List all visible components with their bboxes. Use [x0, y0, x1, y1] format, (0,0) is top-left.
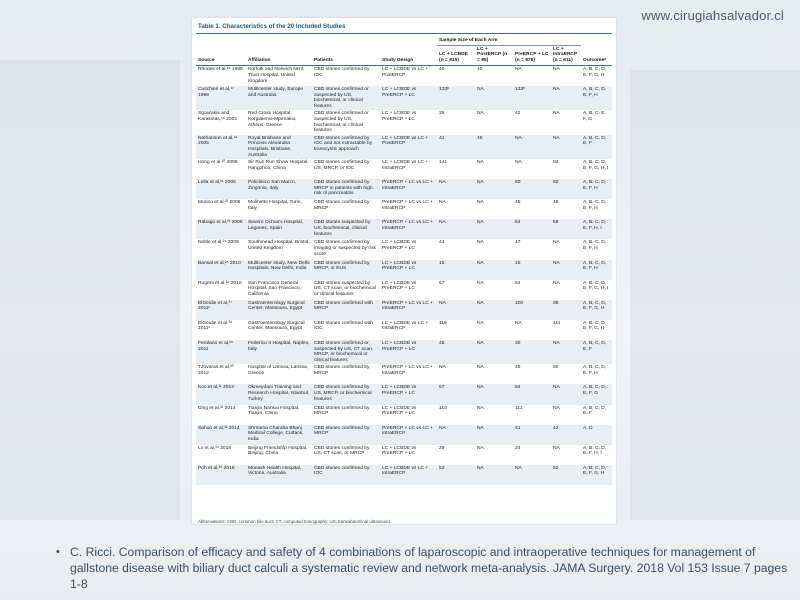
table-cell: A, B, C, D, E, F, G, H — [583, 67, 607, 78]
table-cell: PreERCP + LC vs LC + IntraERCP — [380, 425, 437, 445]
table-cell: 36 — [439, 111, 445, 117]
table-cell: Gastroenterology Surgical Center, Mansoura, Egypt — [246, 300, 312, 320]
table-cell: 133ᵇ — [437, 86, 475, 110]
table-cell: Lella et al,²¹ 2006 — [196, 179, 246, 199]
table-cell: Koc et al,³¹ 2013 — [196, 384, 246, 404]
table-cell: 98 — [551, 300, 581, 320]
table-cell: CBD stones confirmed by IOC — [312, 465, 380, 485]
table-cell: PreERCP + LC vs LC + IntraERCP — [382, 200, 434, 211]
table-cell: A, B, C, D, E, F, G, H, I — [583, 280, 609, 292]
table-cell: Southmead Hospital, Bristol, United Kingdom — [248, 240, 310, 252]
table-cell: A, B, C, D, E, F — [583, 405, 607, 417]
table-cell: 93 — [553, 160, 559, 166]
table-cell: CBD stones confirmed by IOC — [314, 67, 370, 78]
table-cell: A, B, C, E, F, G — [583, 111, 606, 122]
table-cell: Royal Brisbane and Princess Alexandra Hospitals, Brisbane, Australia — [246, 135, 312, 159]
table-cell: NA — [437, 179, 475, 199]
table-cell: 42 — [515, 111, 521, 117]
table-cell: 47 — [515, 240, 521, 246]
table-cell: NA — [551, 86, 581, 110]
table-cell: 141 — [439, 160, 448, 166]
table-cell: Beijing Friendship Hospital, Beijing, China — [248, 445, 308, 457]
column-header: Source — [196, 45, 246, 66]
table-body — [196, 66, 612, 485]
table-cell: 24 — [515, 445, 521, 451]
table-cell: 42 — [551, 425, 581, 445]
site-url-watermark: www.cirugiahsalvador.cl — [641, 8, 784, 23]
sample-size-group-header: Sample Size of Each Arm — [437, 34, 581, 45]
table-cell: 44 — [439, 240, 445, 246]
table-cell: CBD stones confirmed by IOC and not extractable by transcystic approach — [312, 135, 380, 159]
table-cell: PreERCP + LC vs LC + IntraERCP — [380, 300, 437, 320]
table-cell: 100 — [513, 300, 551, 320]
table-cell: NA — [477, 405, 484, 411]
table-cell: NA — [477, 280, 484, 286]
table-group-header-row — [196, 34, 612, 45]
table-cell: CBD stones confirmed or suspected by US, biochemical, or clinical features — [314, 111, 369, 134]
table-column-header-row — [196, 45, 612, 66]
table-cell: NA — [477, 160, 484, 166]
table-cell: NA — [477, 111, 484, 117]
table-cell: NA — [553, 405, 560, 411]
table-cell: Tzovaras et al,³⁰ 2012 — [198, 365, 234, 376]
table-cell: Multicenter study, Europe and Australia — [246, 86, 312, 110]
table-cell: 49 — [515, 365, 521, 371]
table-cell: NA — [475, 219, 513, 239]
table-cell: 57 — [439, 280, 445, 286]
table-cell: NA — [553, 67, 560, 73]
table-cell: LC + LCBDE vs PreERCP + LC — [380, 384, 437, 404]
table-cell: Cuschieri et al,¹⁷ 1999 — [196, 86, 246, 110]
table-cell: 15 — [437, 260, 475, 280]
table-cell: Rhodes et al,¹⁶ 1998 — [198, 67, 243, 73]
table-cell: Gastroenterology Surgical Center, Mansoura, Egypt — [248, 320, 305, 332]
table-cell: CBD stones suspected by US, biochemical, clinical features — [312, 219, 380, 239]
table-cell: Nathanson et al,¹⁹ 2005 — [196, 135, 246, 159]
table-cell: 40 — [439, 67, 445, 73]
table-cell: CBD stones confirmed or suspected by US, CT scan, MRCP, or biochemical or clinical features — [312, 340, 380, 364]
table-cell: CBD stones confirmed by MRCP — [314, 365, 370, 376]
table-cell: A, B, C, D, E, F, G, H — [583, 320, 607, 332]
table-cell: NA — [515, 160, 522, 166]
table-cell: NA — [553, 240, 560, 246]
table-cell: CBD stones confirmed by US, CT scan, or MRCP — [314, 445, 370, 457]
table-cell: Severo Ochoa's Hospital, Leganes, Spain — [246, 219, 312, 239]
table-cell: Policlinico San Marco, Zingonia, Italy — [246, 179, 312, 199]
citation-text: C. Ricci. Comparison of efficacy and safety of 4 combinations of laparoscopic and intraoperative techniques for management of gallstone disease with biliary duct calculi a systematic review and network meta-analysis. JAMA Surgery. 2018 Vol 153 Issue 7 pages 1-8 — [70, 545, 788, 591]
table-cell: Ferulano et al,²⁹ 2011 — [196, 340, 246, 364]
table-cell: Red Cross Hospital Korgialenio-Mpenakio, Athens, Greece — [248, 111, 297, 128]
column-header: LC + PostERCP (n = 85) — [475, 45, 513, 66]
table-row — [196, 110, 612, 134]
table-cell: Molinette Hospital, Turin, Italy — [248, 200, 302, 211]
table-cell: NA — [475, 179, 513, 199]
table-cell: NA — [551, 260, 581, 280]
table-cell: NA — [477, 320, 484, 326]
column-header: LC + LCBDE (n = 815) — [437, 45, 475, 66]
table-cell: NA — [553, 111, 560, 117]
table-cell: 111 — [553, 320, 561, 326]
table-cell: LC + LCBDE vs LC + PostERCP — [382, 67, 429, 78]
table-cell: Sahoo et al,³³ 2014 — [196, 425, 246, 445]
table-cell: NA — [475, 465, 513, 485]
table-cell: CBD stones confirmed with MRCP — [312, 300, 380, 320]
table-cell: Monash Health Hospital, Victoria, Australia — [246, 465, 312, 485]
table-cell: 45 — [475, 135, 513, 159]
table-cell: NA — [553, 445, 560, 451]
table-row — [196, 260, 612, 280]
table-cell: Sir Run Run Shaw Hospital, Hangzhou, China — [248, 160, 309, 171]
table-cell: Rábago et al,²³ 2006 — [196, 219, 246, 239]
table-cell: 29 — [439, 445, 445, 451]
table-row — [196, 425, 612, 445]
table-cell: 52 — [551, 465, 581, 485]
table-cell: NA — [515, 67, 522, 73]
column-header: Patients — [312, 45, 380, 66]
table-cell: 41 — [437, 135, 475, 159]
table-cell: 46 — [553, 200, 559, 206]
table-cell: NA — [475, 425, 513, 445]
table-row — [196, 340, 612, 364]
table-cell: NA — [551, 135, 581, 159]
table-cell: NA — [475, 260, 513, 280]
table-cell: LC + LCBDE vs PreERCP + LC — [382, 405, 417, 417]
table-cell: CBD stones confirmed by MRCP — [314, 200, 370, 211]
table-cell: 133ᵇ — [513, 86, 551, 110]
table-cell: 54 — [515, 280, 521, 286]
table-cell: LC + LCBDE vs PreERCP + LC — [380, 340, 437, 364]
table-cell: LC + LCBDE vs PreERCP + LC — [380, 86, 437, 110]
table-cell: 39 — [513, 340, 551, 364]
table-cell: Lv et al,³⁴ 2016 — [198, 445, 232, 451]
table-cell: 60 — [551, 179, 581, 199]
table-cell: 64 — [513, 219, 551, 239]
column-header: LC + IntraERCP (n = 611) — [551, 45, 581, 66]
column-header: Study Design — [380, 45, 437, 66]
table-row — [196, 465, 612, 485]
table-row — [196, 300, 612, 320]
table-cell: Noble et al,²⁴ 2009 — [198, 240, 239, 246]
table-cell: LC + LCBDE vs LC + PostERCP — [380, 135, 437, 159]
table-cell: CBD stones confirmed by US, MRCP, or IOC — [314, 160, 370, 171]
table-cell: 60 — [513, 179, 551, 199]
table-cell: Tianjin Nankai Hospital, Tianjin, China — [248, 405, 300, 417]
table-cell: NA — [437, 300, 475, 320]
table-cell: LC + LCBDE vs PreERCP + LC — [382, 240, 417, 252]
table-cell: NA — [475, 384, 513, 404]
column-header: Outcomeᵃ — [581, 45, 612, 66]
table-cell: 40 — [477, 67, 483, 73]
table-cell: Shrirama Chandra Bhanj Medical College, Cuttack, India — [246, 425, 312, 445]
table-cell: Hong et al,²⁰ 2006 — [198, 160, 238, 166]
table-cell: A, B, C, D, E, F, H — [583, 200, 607, 211]
table-cell: NA — [439, 200, 446, 206]
table-cell: NA — [439, 365, 446, 371]
table-cell: ElGeidie et al,²⁸ 2011ᶜ — [198, 320, 233, 332]
table-cell: LC + LCBDE vs PreERCP + LC — [380, 260, 437, 280]
studies-table — [196, 34, 612, 485]
column-header: Affiliation — [246, 45, 312, 66]
table-row — [196, 280, 612, 300]
table-cell: 45 — [515, 200, 521, 206]
table-row — [196, 239, 612, 259]
table-cell: NA — [515, 320, 522, 326]
table-cell: A, B, C, D, E, F — [581, 340, 612, 364]
table-row — [196, 405, 612, 425]
table-cell: Ding et al,³² 2014 — [198, 405, 236, 411]
table-cell: CBD stones confirmed by MRCP, or EUS — [312, 260, 380, 280]
table-cell: 54 — [513, 384, 551, 404]
table-cell: Morino et al,²² 2006 — [198, 200, 241, 206]
table-cell: NA — [475, 300, 513, 320]
column-header: PreERCP + LC (n = 878) — [513, 45, 551, 66]
table-row — [196, 135, 612, 159]
table-cell: CBD stones confirmed with IOC — [314, 320, 373, 332]
table-cell: NA — [477, 445, 484, 451]
table-cell: A, B, C, D, E, F, H — [581, 86, 612, 110]
table-cell: 57 — [437, 384, 475, 404]
table-row — [196, 199, 612, 219]
table-cell: NA — [513, 465, 551, 485]
table-cell: LC + LCBDE vs LC + IntraERCP — [382, 160, 429, 171]
table-cell: A, B, C, D, E, F, H — [581, 179, 612, 199]
table-cell: NA — [475, 340, 513, 364]
table-cell: NA — [553, 280, 560, 286]
table-cell: PreERCP + LC vs LC + IntraERCP — [380, 219, 437, 239]
table-cell: Rogers et al,²⁶ 2010 — [198, 280, 242, 286]
table-row — [196, 320, 612, 340]
table-cell: Okmeydani Training and Research Hospital, Istanbul, Turkey — [246, 384, 312, 404]
table-footnote: Abbreviations: CBD, common bile duct; CT, computed tomography; US, transabdominal ultrasound. — [198, 519, 392, 524]
background-building-right — [630, 70, 800, 520]
citation-text-block — [56, 544, 790, 592]
table-cell: CBD stones confirmed by MRCP in patients with high risk of pancreatitis — [312, 179, 380, 199]
table-cell: CBD stones confirmed by MRCP — [312, 425, 380, 445]
table-row — [196, 364, 612, 384]
table-cell: A, B, C, D, E, F, G — [581, 384, 612, 404]
table-cell: NA — [437, 219, 475, 239]
table-row — [196, 179, 612, 199]
table-cell: LC + LCBDE vs LC + IntraERCP — [380, 465, 437, 485]
table-cell: San Francisco General Hospital, San Francisco, California — [248, 280, 302, 297]
table-cell: Sgourakis and Karaliotas,¹⁸ 2002 — [198, 111, 238, 122]
table-row — [196, 384, 612, 404]
table-cell: NA — [437, 425, 475, 445]
table-cell: Norfolk and Norwich NHS Trust Hospital, United Kingdom — [248, 67, 304, 84]
table-cell: NA — [477, 200, 484, 206]
table-cell: NA — [477, 365, 484, 371]
table-cell: CBD stones confirmed or suspected by US, biochemical, or clinical features — [312, 86, 380, 110]
table-cell: 41 — [513, 425, 551, 445]
table-row — [196, 86, 612, 110]
table-cell: CBD stones confirmed by MRCP — [314, 405, 370, 417]
table-cell: A, B, C, D, E, F, G, H, I — [583, 160, 609, 171]
table-cell: 115 — [439, 320, 447, 326]
table-cell: A, B, C, D, E, F, H — [581, 260, 612, 280]
table-cell: NA — [551, 384, 581, 404]
table-cell: LC + LCBDE vs PreERCP + LC — [382, 280, 417, 292]
table-cell: NA — [477, 240, 484, 246]
table-cell: Bansal et al,²⁵ 2010 — [196, 260, 246, 280]
table-cell: CBD stones suspected by US, CT scan, or biochemical or clinical features — [314, 280, 376, 297]
table-cell: 111 — [515, 405, 523, 411]
table-cell: ElGeidie et al,²⁷ 2011ᶜ — [196, 300, 246, 320]
table-cell: 52 — [437, 465, 475, 485]
table-cell: Federico II Hospital, Naples, Italy — [246, 340, 312, 364]
table-title: Table 1. Characteristics of the 20 Included Studies — [198, 23, 346, 30]
table-cell: PreERCP + LC vs LC + IntraERCP — [380, 179, 437, 199]
table-cell: Hospital of Larissa, Larissa, Greece — [248, 365, 309, 376]
table-cell: A, B, C, D, E, F — [581, 135, 612, 159]
table-cell: LC + LCBDE vs LC + IntraERCP — [382, 320, 429, 332]
table-cell: 50 — [553, 365, 559, 371]
table-cell: PreERCP + LC vs LC + IntraERCP — [382, 365, 434, 376]
table-cell: 59 — [551, 219, 581, 239]
table-cell: Multicenter study, New Delhi Hospitals, New Delhi, India — [246, 260, 312, 280]
table-cell: NA — [513, 135, 551, 159]
bullet-icon: • — [56, 546, 60, 558]
table-row — [196, 445, 612, 465]
table-cell: LC + LCBDE vs PreERCP + LC — [382, 445, 417, 457]
table-cell: LC + LCBDE vs PreERCP + LC — [382, 111, 417, 122]
table-cell: A, B, C, D, E, F, H — [583, 240, 607, 252]
study-characteristics-table-figure — [192, 18, 616, 524]
table-cell: CBD stones confirmed by imaging or suspected by risk score — [314, 240, 376, 257]
table-cell: 15 — [513, 260, 551, 280]
table-cell: A, D — [581, 425, 612, 445]
table-cell: CBD stones confirmed by US, MRCP, or biochemical features — [312, 384, 380, 404]
table-cell: Poh et al,³⁵ 2016 — [196, 465, 246, 485]
table-row — [196, 66, 612, 86]
table-cell: 45 — [437, 340, 475, 364]
table-cell: NA — [475, 86, 513, 110]
table-cell: A, B, C, D, E, F, H, I — [581, 219, 612, 239]
background-building-left — [0, 60, 180, 520]
table-cell: A, B, C, D, E, F, G, H — [581, 300, 612, 320]
table-cell: NA — [551, 340, 581, 364]
table-cell: A, B, C, D, E, F, G, H — [581, 465, 612, 485]
table-row — [196, 159, 612, 179]
table-row — [196, 219, 612, 239]
table-cell: 110 — [439, 405, 447, 411]
table-cell: A, B, C, D, E, F, H, I — [583, 445, 607, 457]
table-cell: A, B, C, D, E, F, H — [583, 365, 607, 376]
